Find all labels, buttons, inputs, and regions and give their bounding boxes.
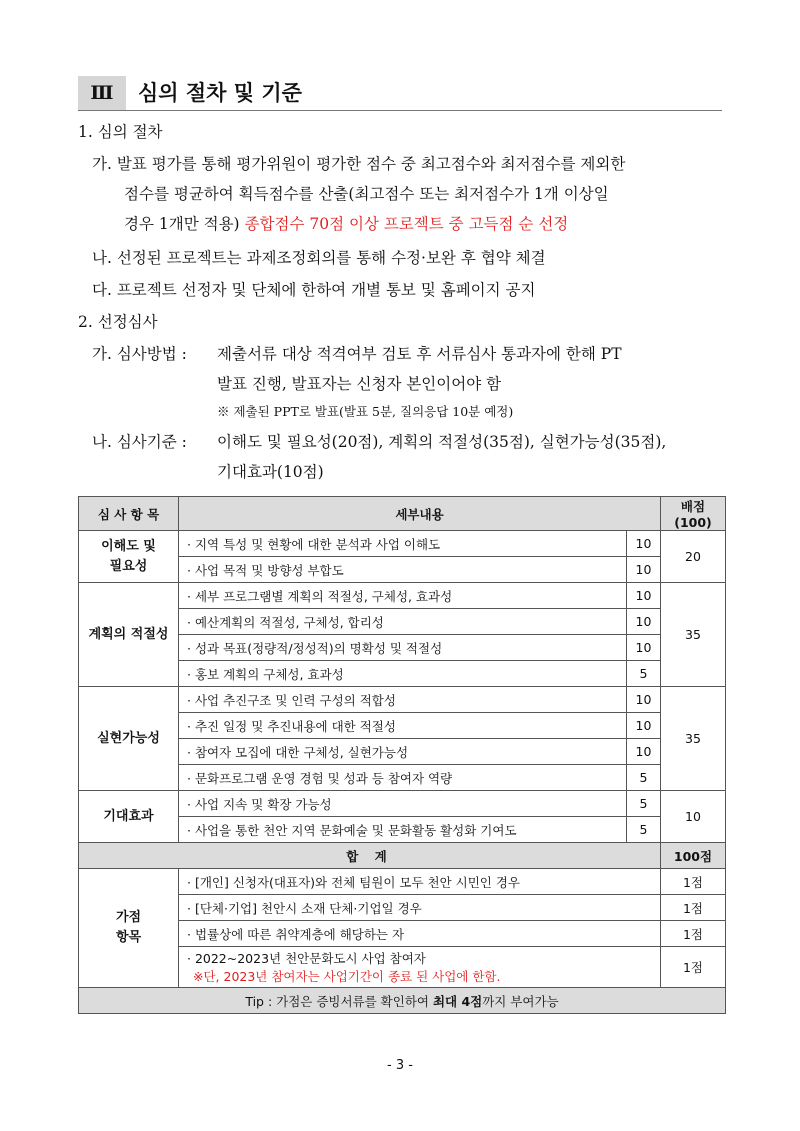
bonus-detail-text: · [단체·기업] 천안시 소재 단체·기업일 경우 — [187, 900, 422, 916]
category-cell: 실현가능성 — [79, 687, 179, 791]
bonus-detail-text: · [개인] 신청자(대표자)와 전체 팀원이 모두 천안 시민인 경우 — [187, 874, 520, 890]
detail-cell: · 참여자 모집에 대한 구체성, 실현가능성 — [179, 739, 627, 765]
detail-cell: · 홍보 계획의 구체성, 효과성 — [179, 661, 627, 687]
section-header — [78, 76, 722, 111]
item-score-cell: 10 — [627, 609, 661, 635]
bonus-category-cell: 가점 항목 — [79, 869, 179, 988]
tip-row — [79, 988, 726, 1014]
table-row — [79, 531, 726, 557]
bonus-detail-cell — [179, 947, 661, 988]
s1-ga-line3 — [124, 214, 568, 234]
bonus-points-cell: 1점 — [661, 947, 726, 988]
s2-ga-line1: 제출서류 대상 적격여부 검토 후 서류심사 통과자에 한해 PT — [217, 345, 622, 363]
detail-cell: · 사업 목적 및 방향성 부합도 — [179, 557, 627, 583]
detail-cell: · 문화프로그램 운영 경험 및 성과 등 참여자 역량 — [179, 765, 627, 791]
detail-cell: · 예산계획의 적절성, 구체성, 합리성 — [179, 609, 627, 635]
sum-row — [79, 843, 726, 869]
s1-ga-line1: 가. 발표 평가를 통해 평가위원이 평가한 점수 중 최고점수와 최저점수를 제외한 — [92, 155, 626, 173]
header-detail: 세부내용 — [179, 497, 661, 531]
s2-ga-label: 가. 심사방법 : — [92, 345, 187, 363]
table-header-row — [79, 497, 726, 531]
bonus-points-cell: 1점 — [661, 869, 726, 895]
s1-na: 나. 선정된 프로젝트는 과제조정회의를 통해 수정·보완 후 협약 체결 — [92, 249, 546, 267]
s1-ga-line2: 점수를 평균하여 획득점수를 산출(최고점수 또는 최저점수가 1개 이상일 — [124, 185, 609, 203]
item-score-cell: 10 — [627, 739, 661, 765]
table-row — [79, 687, 726, 713]
tip-text-bold: 최대 4점 — [432, 993, 483, 1009]
total-score-cell: 35 — [661, 687, 726, 791]
item-score-cell: 10 — [627, 635, 661, 661]
header-category: 심 사 항 목 — [79, 497, 179, 531]
tip-text-pre: Tip : 가점은 증빙서류를 확인하여 — [245, 993, 433, 1009]
bonus-detail-text: · 법률상에 따른 취약계층에 해당하는 자 — [187, 926, 405, 942]
item-score-cell: 10 — [627, 557, 661, 583]
item-score-cell: 5 — [627, 661, 661, 687]
bonus-detail-cell — [179, 921, 661, 947]
s1-ga-line3-text: 경우 1개만 적용) — [124, 215, 240, 233]
table-row — [79, 583, 726, 609]
category-cell: 계획의 적절성 — [79, 583, 179, 687]
s1-heading: 1. 심의 절차 — [78, 123, 163, 141]
detail-cell: · 성과 목표(정량적/정성적)의 명확성 및 적절성 — [179, 635, 627, 661]
item-score-cell: 10 — [627, 583, 661, 609]
detail-cell: · 사업 추진구조 및 인력 구성의 적합성 — [179, 687, 627, 713]
section-number: Ⅲ — [78, 76, 126, 110]
bonus-detail-note: ※단, 2023년 참여자는 사업기간이 종료 된 사업에 한함. — [193, 969, 501, 984]
item-score-cell: 10 — [627, 687, 661, 713]
bonus-detail-text: · 2022~2023년 천안문화도시 사업 참여자 — [187, 951, 426, 966]
detail-cell: · 사업을 통한 천안 지역 문화예술 및 문화활동 활성화 기여도 — [179, 817, 627, 843]
s1-da: 다. 프로젝트 선정자 및 단체에 한하여 개별 통보 및 홈페이지 공지 — [92, 281, 536, 299]
sum-label: 합 계 — [79, 843, 661, 869]
s2-na-label: 나. 심사기준 : — [92, 433, 187, 451]
tip-cell — [79, 988, 726, 1014]
detail-cell: · 사업 지속 및 확장 가능성 — [179, 791, 627, 817]
s2-na-line1: 이해도 및 필요성(20점), 계획의 적절성(35점), 실현가능성(35점), — [217, 433, 667, 451]
criteria-table — [78, 496, 726, 1014]
bonus-detail-cell — [179, 895, 661, 921]
category-cell: 이해도 및 필요성 — [79, 531, 179, 583]
total-score-cell: 35 — [661, 583, 726, 687]
bonus-detail-cell — [179, 869, 661, 895]
section-title: 심의 절차 및 기준 — [138, 81, 302, 105]
s1-ga-highlight: 종합점수 70점 이상 프로젝트 중 고득점 순 선정 — [244, 215, 569, 233]
sum-value: 100점 — [661, 843, 726, 869]
page-number: - 3 - — [387, 1058, 413, 1073]
bonus-row — [79, 869, 726, 895]
bonus-points-cell: 1점 — [661, 921, 726, 947]
detail-cell: · 지역 특성 및 현황에 대한 분석과 사업 이해도 — [179, 531, 627, 557]
item-score-cell: 5 — [627, 765, 661, 791]
item-score-cell: 10 — [627, 713, 661, 739]
category-cell: 기대효과 — [79, 791, 179, 843]
s2-ga-line2: 발표 진행, 발표자는 신청자 본인이어야 함 — [217, 375, 502, 393]
s2-heading: 2. 선정심사 — [78, 313, 158, 331]
header-score: 배점(100) — [661, 497, 726, 531]
item-score-cell: 10 — [627, 531, 661, 557]
item-score-cell: 5 — [627, 817, 661, 843]
item-score-cell: 5 — [627, 791, 661, 817]
detail-cell: · 세부 프로그램별 계획의 적절성, 구체성, 효과성 — [179, 583, 627, 609]
total-score-cell: 10 — [661, 791, 726, 843]
s2-ga-note: ※ 제출된 PPT로 발표(발표 5분, 질의응답 10분 예정) — [217, 404, 514, 419]
detail-cell: · 추진 일정 및 추진내용에 대한 적절성 — [179, 713, 627, 739]
s2-na-line2: 기대효과(10점) — [217, 463, 324, 481]
table-row — [79, 791, 726, 817]
bonus-points-cell: 1점 — [661, 895, 726, 921]
total-score-cell: 20 — [661, 531, 726, 583]
tip-text-post: 까지 부여가능 — [482, 993, 559, 1009]
